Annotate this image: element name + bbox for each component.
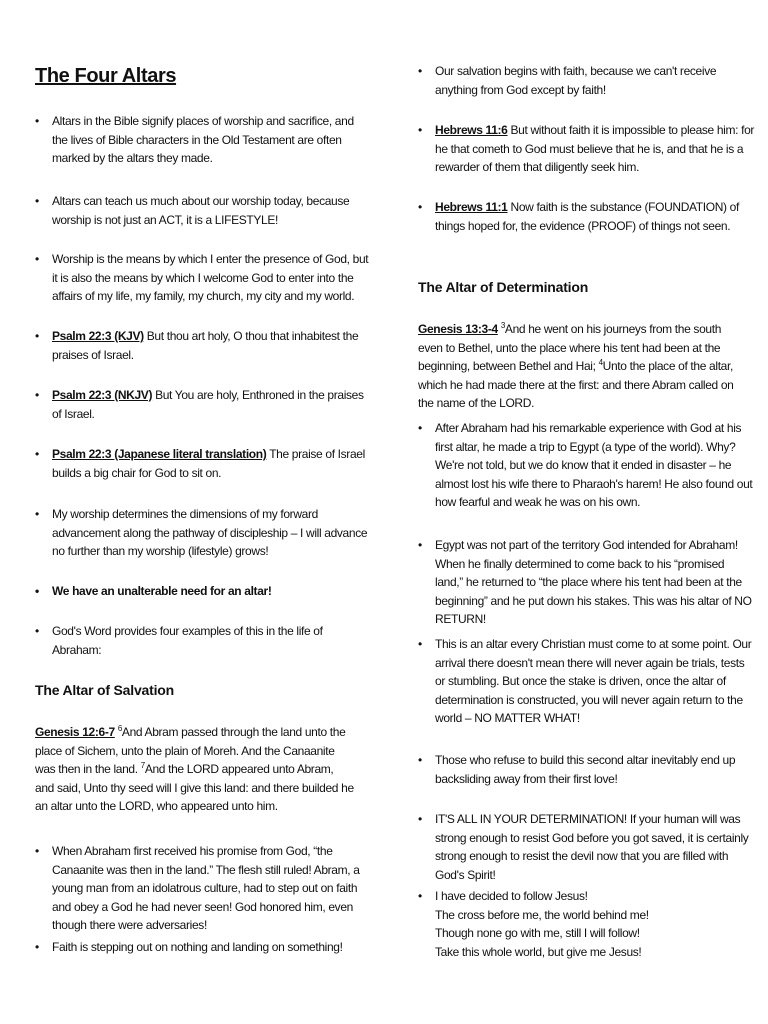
scripture-reference: Hebrews 11:6 [435, 123, 508, 137]
scripture-text: Unto the place of the altar, which he had made there at the first: and there Abram called on the name of the LORD. [418, 359, 734, 410]
list-item [418, 419, 755, 512]
scripture-reference: Psalm 22:3 (NKJV) [52, 388, 153, 402]
scripture-text: And the LORD appeared unto Abram, and said, Unto thy seed will I give this land: and there builded he an altar unto the LORD, who appeared unto him. [35, 762, 354, 813]
list-item [418, 536, 755, 629]
scripture-passage [35, 723, 355, 816]
scripture-reference: Hebrews 11:1 [435, 200, 508, 214]
list-item [418, 198, 755, 235]
scripture-text: And he went on his journeys from the south even to Bethel, unto the place where his tent had been at the beginning, between Bethel and Hai; [418, 322, 722, 373]
song-lyrics [418, 887, 755, 961]
list-item [35, 112, 372, 168]
list-item [418, 810, 755, 884]
scripture-text: Now faith is the substance (FOUNDATION) of things hoped for, the evidence (PROOF) of things not seen. [435, 200, 739, 233]
list-item [418, 635, 755, 728]
list-item-text: Faith is stepping out on nothing and landing on something! [52, 940, 343, 954]
scripture-text: But You are holy, Enthroned in the praises of Israel. [52, 388, 364, 421]
scripture-reference: Genesis 13:3-4 [418, 322, 498, 336]
list-item [35, 842, 372, 935]
list-item [418, 751, 755, 788]
page-title: The Four Altars [35, 65, 177, 87]
list-item [35, 622, 372, 659]
list-item [418, 121, 755, 177]
lyric-line: Though none go with me, still I will follow! [435, 926, 640, 940]
list-item-text: God's Word provides four examples of this in the life of Abraham: [52, 624, 323, 657]
verse-number: 4 [598, 358, 603, 367]
list-item-text: Worship is the means by which I enter the presence of God, but it is also the means by which I welcome God to enter into the affairs of my life, my family, my church, my city and my world. [52, 252, 369, 303]
verse-number: 3 [500, 321, 505, 330]
lyric-line: Take this whole world, but give me Jesus! [435, 944, 642, 959]
scripture-text: And Abram passed through the land unto the place of Sichem, unto the plain of Moreh. And the Canaanite was then in the land. [35, 725, 346, 776]
scripture-passage [418, 320, 738, 413]
scripture-text: But without faith it is impossible to please him: for he that cometh to God must believe that he is, and that he is a rewarder of them that diligently seek him. [435, 123, 755, 174]
list-item-text: This is an altar every Christian must come to at some point. Our arrival there doesn't mean there will never again be trials, tests or stumbling. But once the stake is driven, once the altar of determination is constructed, you will never again return to the world – NO MATTER WHAT! [435, 637, 752, 725]
scripture-reference: Psalm 22:3 (KJV) [52, 329, 144, 343]
list-item-text: Egypt was not part of the territory God intended for Abraham! When he finally determined to come back to his “promised land,” he returned to “the place where his tent had been at the beginning” and he put down his stakes. This was his altar of NO RETURN! [435, 538, 752, 626]
list-item-text: Our salvation begins with faith, because we can't receive anything from God except by faith! [435, 64, 717, 97]
list-item [35, 938, 372, 957]
list-item [35, 582, 372, 601]
list-item [35, 327, 372, 364]
scripture-text: The praise of Israel builds a big chair for God to sit on. [52, 447, 365, 480]
list-item-text: After Abraham had his remarkable experience with God at his first altar, he made a trip to Egypt (a type of the world). Why? We're not told, but we do know that it ended in disaster – he almost lost his wife there to Pharaoh's harem! He also found out how fearful and weak he was on his own. [435, 421, 753, 509]
scripture-reference: Psalm 22:3 (Japanese literal translation) [52, 447, 267, 461]
lyric-line: The cross before me, the world behind me! [435, 907, 649, 922]
list-item [35, 192, 372, 229]
list-item [35, 445, 372, 482]
list-item [35, 386, 372, 423]
scripture-reference: Genesis 12:6-7 [35, 725, 115, 739]
list-item [418, 62, 755, 99]
list-item-text: We have an unalterable need for an altar! [52, 584, 272, 598]
list-item-text: Altars in the Bible signify places of worship and sacrifice, and the lives of Bible characters in the Old Testament are often marked by the altars they made. [52, 114, 354, 165]
list-item [35, 250, 372, 306]
scripture-text: But thou art holy, O thou that inhabitest the praises of Israel. [52, 329, 359, 362]
list-item-text: IT'S ALL IN YOUR DETERMINATION! If your human will was strong enough to resist God before you got saved, it is certainly strong enough to resist the devil now that you are filled with God's Spirit! [435, 812, 749, 882]
verse-number: 7 [140, 761, 145, 770]
list-item-text: Altars can teach us much about our worship today, because worship is not just an ACT, it is a LIFESTYLE! [52, 194, 350, 227]
list-item-text: My worship determines the dimensions of my forward advancement along the pathway of discipleship – I will advance no further than my worship (lifestyle) grows! [52, 507, 368, 558]
list-item-text: Those who refuse to build this second altar inevitably end up backsliding away from their first love! [435, 753, 736, 786]
verse-number: 6 [117, 724, 122, 733]
section-heading: The Altar of Determination [418, 279, 589, 295]
list-item [35, 505, 372, 561]
lyric-line: • I have decided to follow Jesus! [435, 889, 588, 903]
list-item-text: When Abraham first received his promise from God, “the Canaanite was then in the land.” The flesh still ruled! Abram, a young man from an idolatrous culture, had to step out on faith and obey a God he had never seen! God honored him, even though there were adversaries! [52, 844, 360, 932]
section-heading: The Altar of Salvation [35, 682, 174, 698]
